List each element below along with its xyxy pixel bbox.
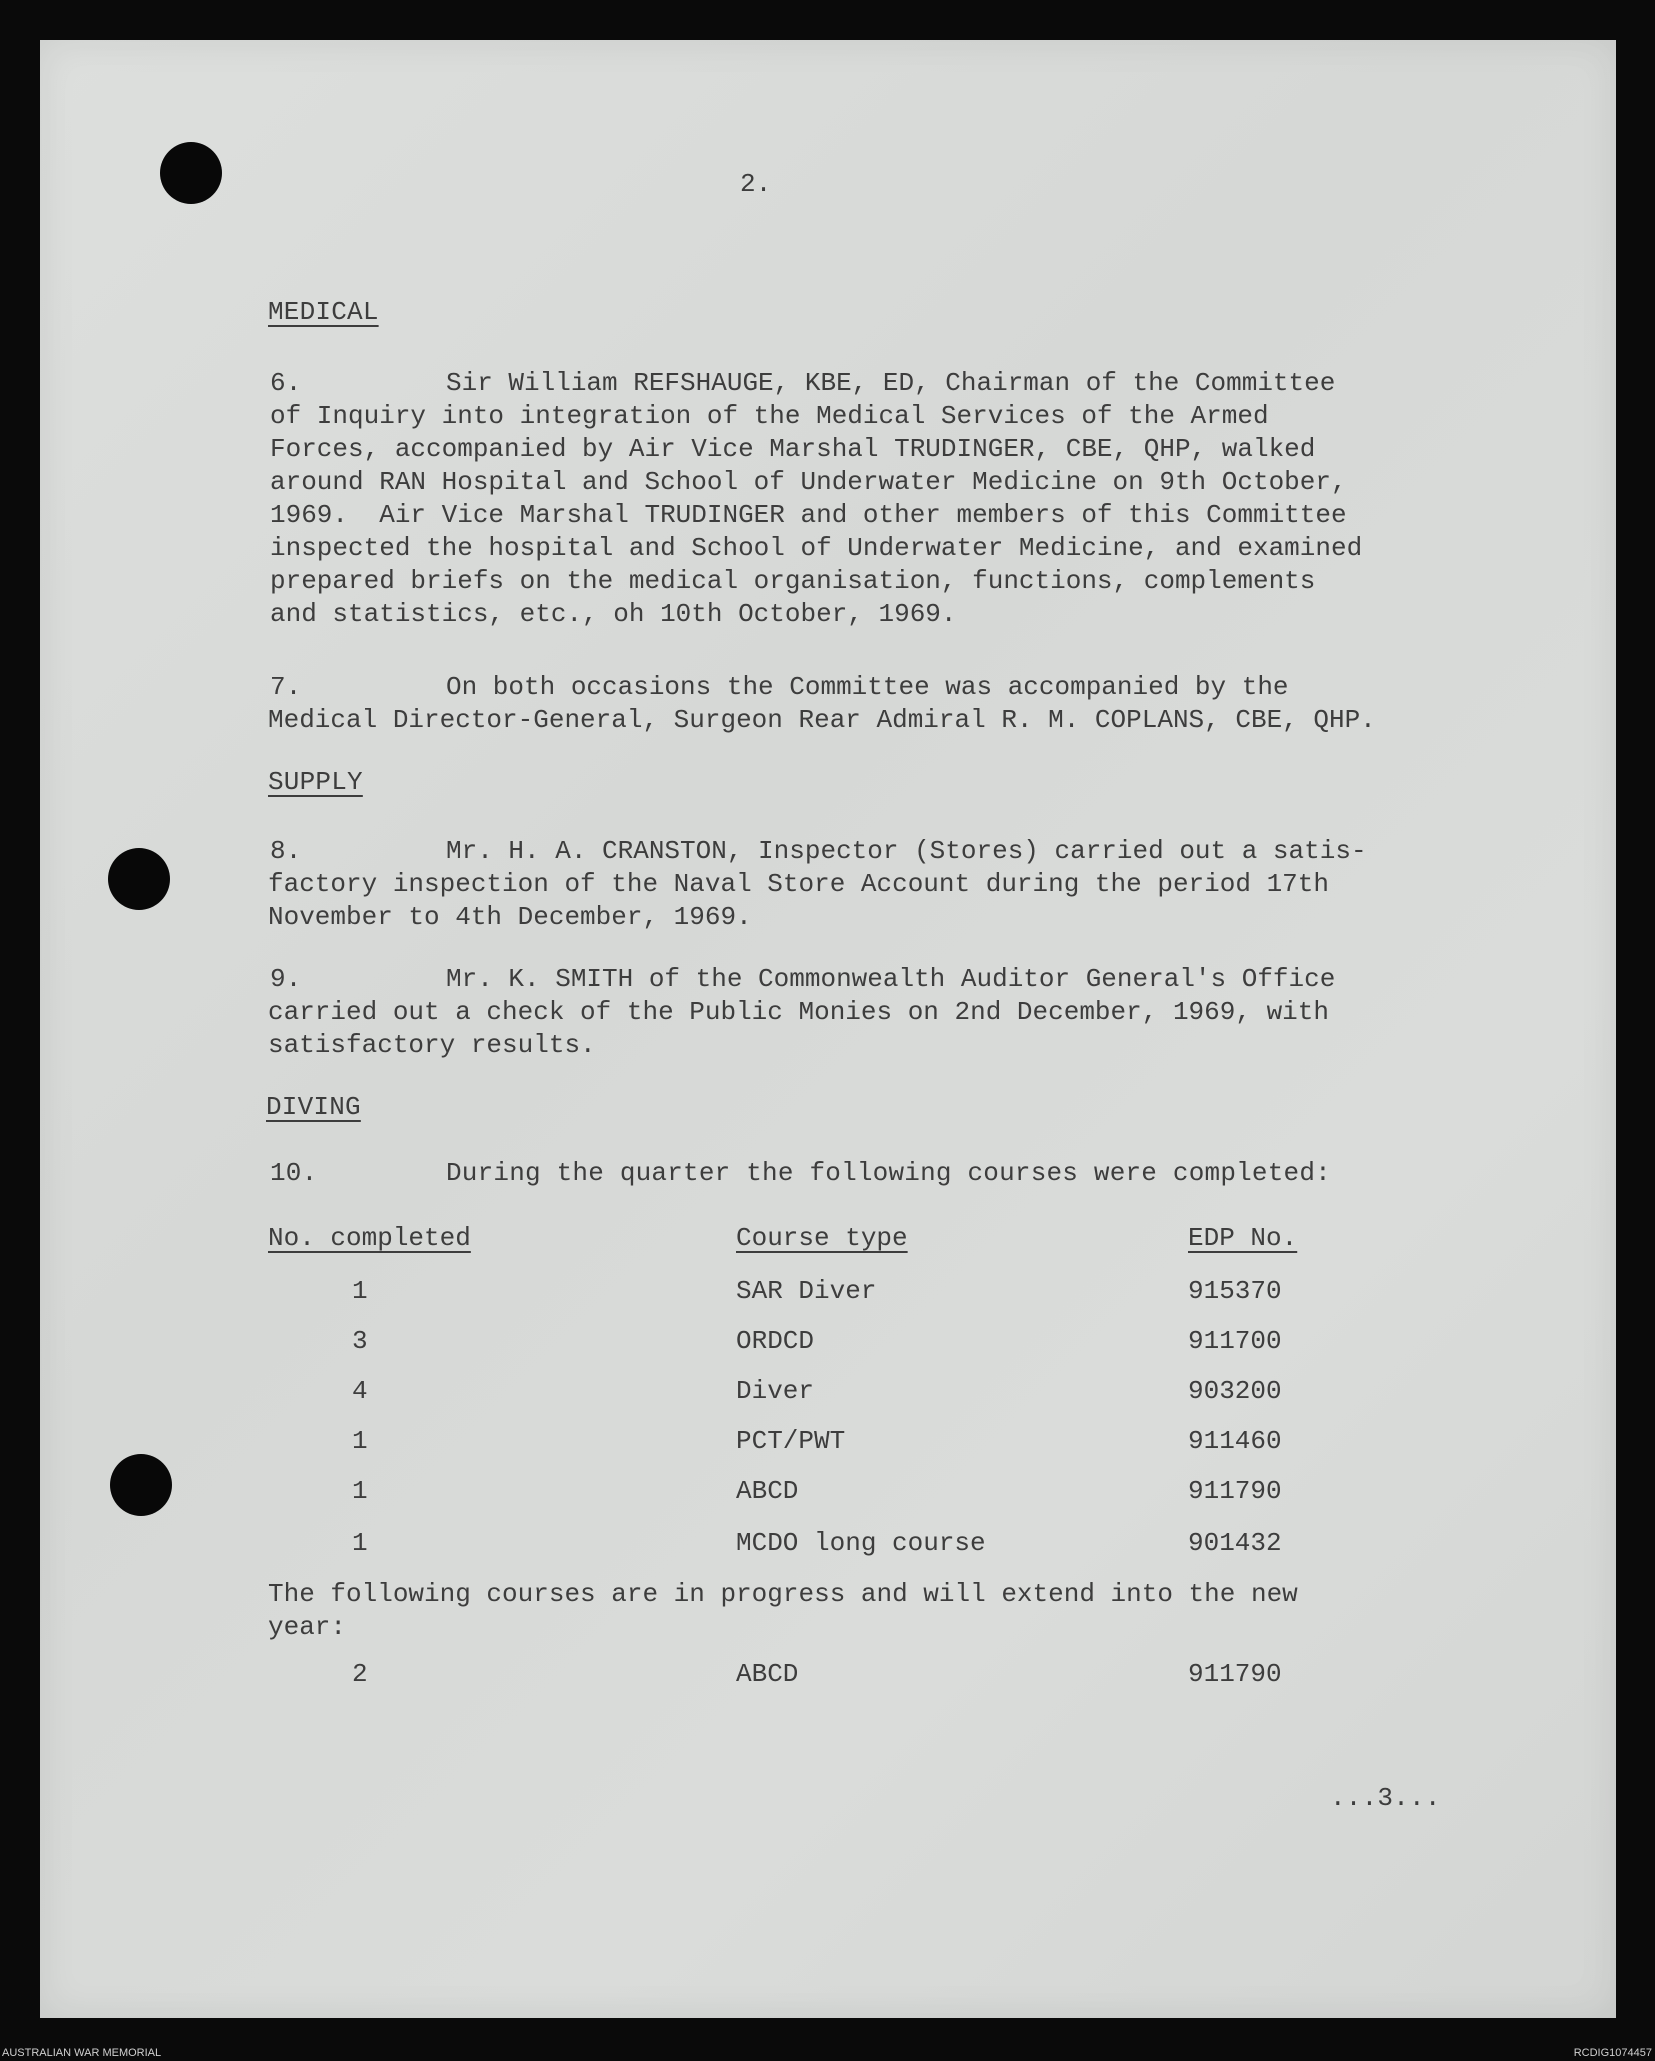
cell-course: ABCD [736,1659,799,1689]
cell-edp: 911460 [1188,1426,1282,1456]
para-10-number: 10. [270,1158,318,1188]
para-6 [270,367,1362,631]
cell-course: PCT/PWT [736,1426,846,1456]
cell-edp: 911790 [1188,1659,1282,1689]
para-6-line: around RAN Hospital and School of Underwater Medicine on 9th October, [270,467,1347,497]
para-7-number: 7. [270,672,302,702]
para-9-line: satisfactory results. [268,1030,596,1060]
cell-course: Diver [736,1376,815,1406]
para-8 [268,835,1367,934]
section-heading-diving: DIVING [266,1092,361,1122]
para-8-line: Mr. H. A. CRANSTON, Inspector (Stores) carried out a satis- [446,836,1367,866]
para-6-line: 1969. Air Vice Marshal TRUDINGER and other members of this Committee [270,500,1347,530]
table-header-edp-no: EDP No. [1188,1223,1298,1253]
punch-hole-top [160,142,222,204]
punch-hole-bottom [110,1454,172,1516]
cell-course: MCDO long course [736,1528,986,1558]
cell-edp: 915370 [1188,1276,1282,1306]
continuation-marker: ...3... [1330,1783,1441,1813]
section-heading-supply: SUPPLY [268,767,363,797]
section-heading-medical: MEDICAL [268,297,379,327]
para-10-text: During the quarter the following courses were completed: [446,1158,1331,1188]
para-9-number: 9. [270,964,302,994]
punch-hole-middle [108,848,170,910]
para-7-line: On both occasions the Committee was accompanied by the [446,672,1289,702]
cell-count: 2 [352,1659,368,1689]
para-6-line: prepared briefs on the medical organisation, functions, complements [270,566,1316,596]
para-8-line: factory inspection of the Naval Store Account during the period 17th [268,869,1329,899]
para-9 [268,963,1335,1062]
para-7-line: Medical Director-General, Surgeon Rear Admiral R. M. COPLANS, CBE, QHP. [268,705,1376,735]
para-7 [268,671,1376,737]
cell-edp: 911790 [1188,1476,1282,1506]
cell-count: 1 [352,1528,368,1558]
table-header-course-type: Course type [736,1223,908,1253]
table-header-no-completed: No. completed [268,1223,471,1253]
cell-course: SAR Diver [736,1276,877,1306]
in-progress-line: The following courses are in progress and will extend into the new [268,1579,1298,1609]
cell-count: 3 [352,1326,368,1356]
para-6-line: and statistics, etc., oh 10th October, 1969. [270,599,957,629]
cell-count: 4 [352,1376,368,1406]
cell-edp: 903200 [1188,1376,1282,1406]
cell-count: 1 [352,1426,368,1456]
cell-count: 1 [352,1476,368,1506]
para-9-line: Mr. K. SMITH of the Commonwealth Auditor General's Office [446,964,1336,994]
para-8-line: November to 4th December, 1969. [268,902,752,932]
para-6-line: of Inquiry into integration of the Medical Services of the Armed [270,401,1269,431]
in-progress-line: year: [268,1612,347,1642]
in-progress-text [268,1578,1298,1644]
cell-edp: 911700 [1188,1326,1282,1356]
para-6-number: 6. [270,368,302,398]
footer-record-id: RCDIG1074457 [1573,2047,1652,2059]
page-number: 2. [740,169,772,199]
para-6-line: Sir William REFSHAUGE, KBE, ED, Chairman of the Committee [446,368,1336,398]
cell-count: 1 [352,1276,368,1306]
cell-edp: 901432 [1188,1528,1282,1558]
para-6-line: inspected the hospital and School of Underwater Medicine, and examined [270,533,1363,563]
footer-archive-name: AUSTRALIAN WAR MEMORIAL [2,2047,162,2059]
para-6-line: Forces, accompanied by Air Vice Marshal TRUDINGER, CBE, QHP, walked [270,434,1316,464]
cell-course: ABCD [736,1476,799,1506]
para-9-line: carried out a check of the Public Monies on 2nd December, 1969, with [268,997,1329,1027]
para-8-number: 8. [270,836,302,866]
cell-course: ORDCD [736,1326,815,1356]
